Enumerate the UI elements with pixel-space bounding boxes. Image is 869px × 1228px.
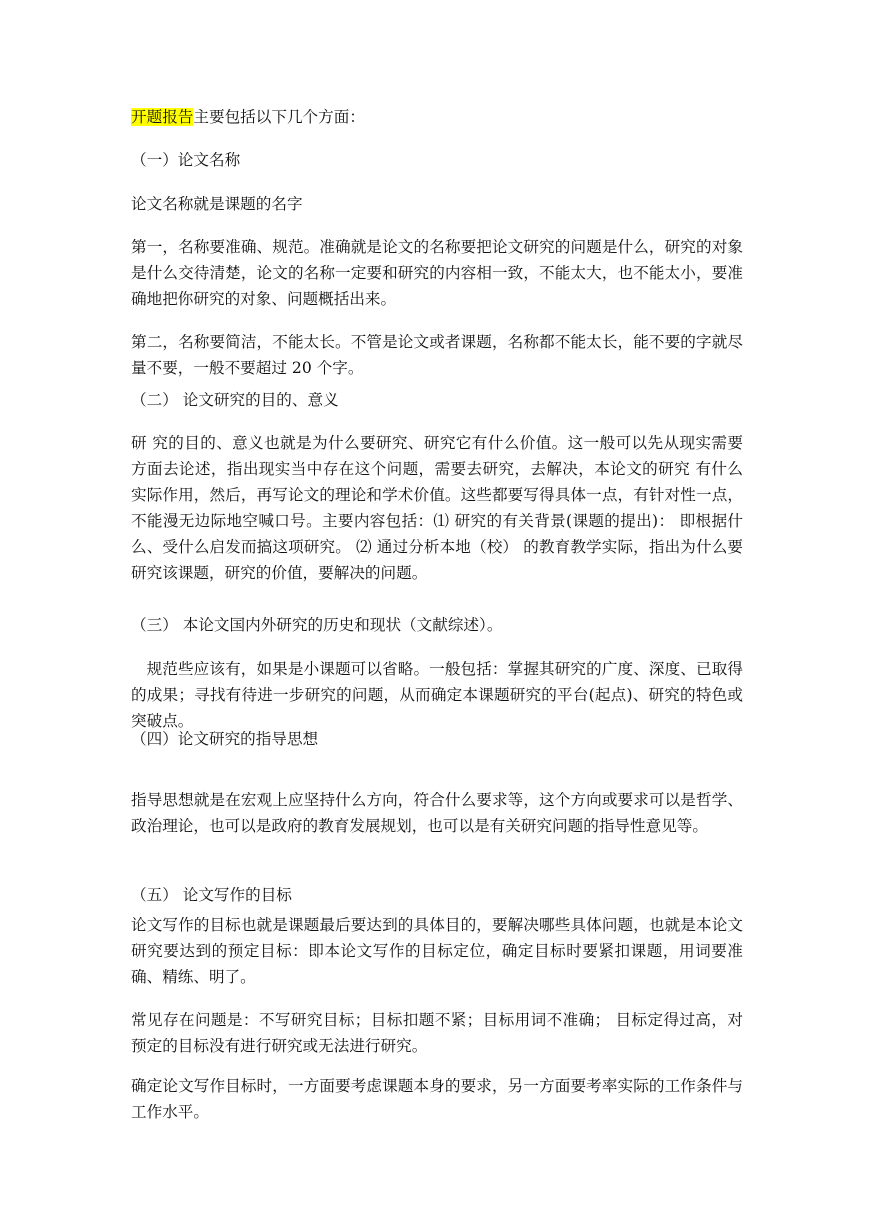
section-heading: （三） 本论文国内外研究的历史和现状（文献综述）。 [131, 616, 503, 634]
section-heading: （二） 论文研究的目的、意义 [131, 391, 339, 409]
body-paragraph: 论文写作的目标也就是课题最后要达到的具体目的，要解决哪些具体问题，也就是本论文研究要达到的预定目标：即本论文写作的目标定位，确定目标时要紧扣课题，用词要准确、精练、明了。 [131, 916, 743, 986]
intro-text: 主要包括以下几个方面： [193, 108, 365, 126]
section-heading: （四）论文研究的指导思想 [131, 730, 319, 748]
section-heading: （五） 论文写作的目标 [131, 886, 292, 904]
body-paragraph: 论文名称就是课题的名字 [131, 195, 303, 213]
body-paragraph: 确定论文写作目标时，一方面要考虑课题本身的要求，另一方面要考率实际的工作条件与工作水平。 [131, 1077, 743, 1121]
body-paragraph: 第一，名称要准确、规范。准确就是论文的名称要把论文研究的问题是什么，研究的对象是什么交待清楚，论文的名称一定要和研究的内容相一致，不能太大，也不能太小，要准确地把你研究的对象、问题概括出来。 [131, 238, 743, 308]
body-paragraph: 常见存在问题是：不写研究目标；目标扣题不紧；目标用词不准确； 目标定得过高，对预定的目标没有进行研究或无法进行研究。 [131, 1011, 743, 1055]
body-paragraph: 规范些应该有，如果是小课题可以省略。一般包括：掌握其研究的广度、深度、已取得的成果；寻找有待进一步研究的问题，从而确定本课题研究的平台(起点)、研究的特色或突破点。 [131, 660, 743, 730]
body-paragraph: 指导思想就是在宏观上应坚持什么方向，符合什么要求等，这个方向或要求可以是哲学、政治理论，也可以是政府的教育发展规划，也可以是有关研究问题的指导性意见等。 [131, 791, 743, 835]
body-paragraph: 研 究的目的、意义也就是为什么要研究、研究它有什么价值。这一般可以先从现实需要方面去论述，指出现实当中存在这个问题，需要去研究，去解决，本论文的研究 有什么实际作用，然后，再写论文的理论和学术价值。这些都要写得具体一点，有针对性一点，不能漫无边际地空喊口号。主要内容包括：⑴ 研究的有关背景(课题的提出)： 即根据什么、受什么启发而搞这项研究。 ⑵ 通过分析本地（校） 的教育教学实际，指出为什么要研究该课题，研究的价值，要解决的问题。 [131, 434, 743, 582]
highlighted-term: 开题报告 [131, 108, 194, 126]
intro-paragraph [131, 104, 365, 130]
section-heading: （一）论文名称 [131, 151, 241, 169]
body-paragraph: 第二，名称要简洁，不能太长。不管是论文或者课题，名称都不能太长，能不要的字就尽量不要，一般不要超过 20 个字。 [131, 333, 743, 377]
